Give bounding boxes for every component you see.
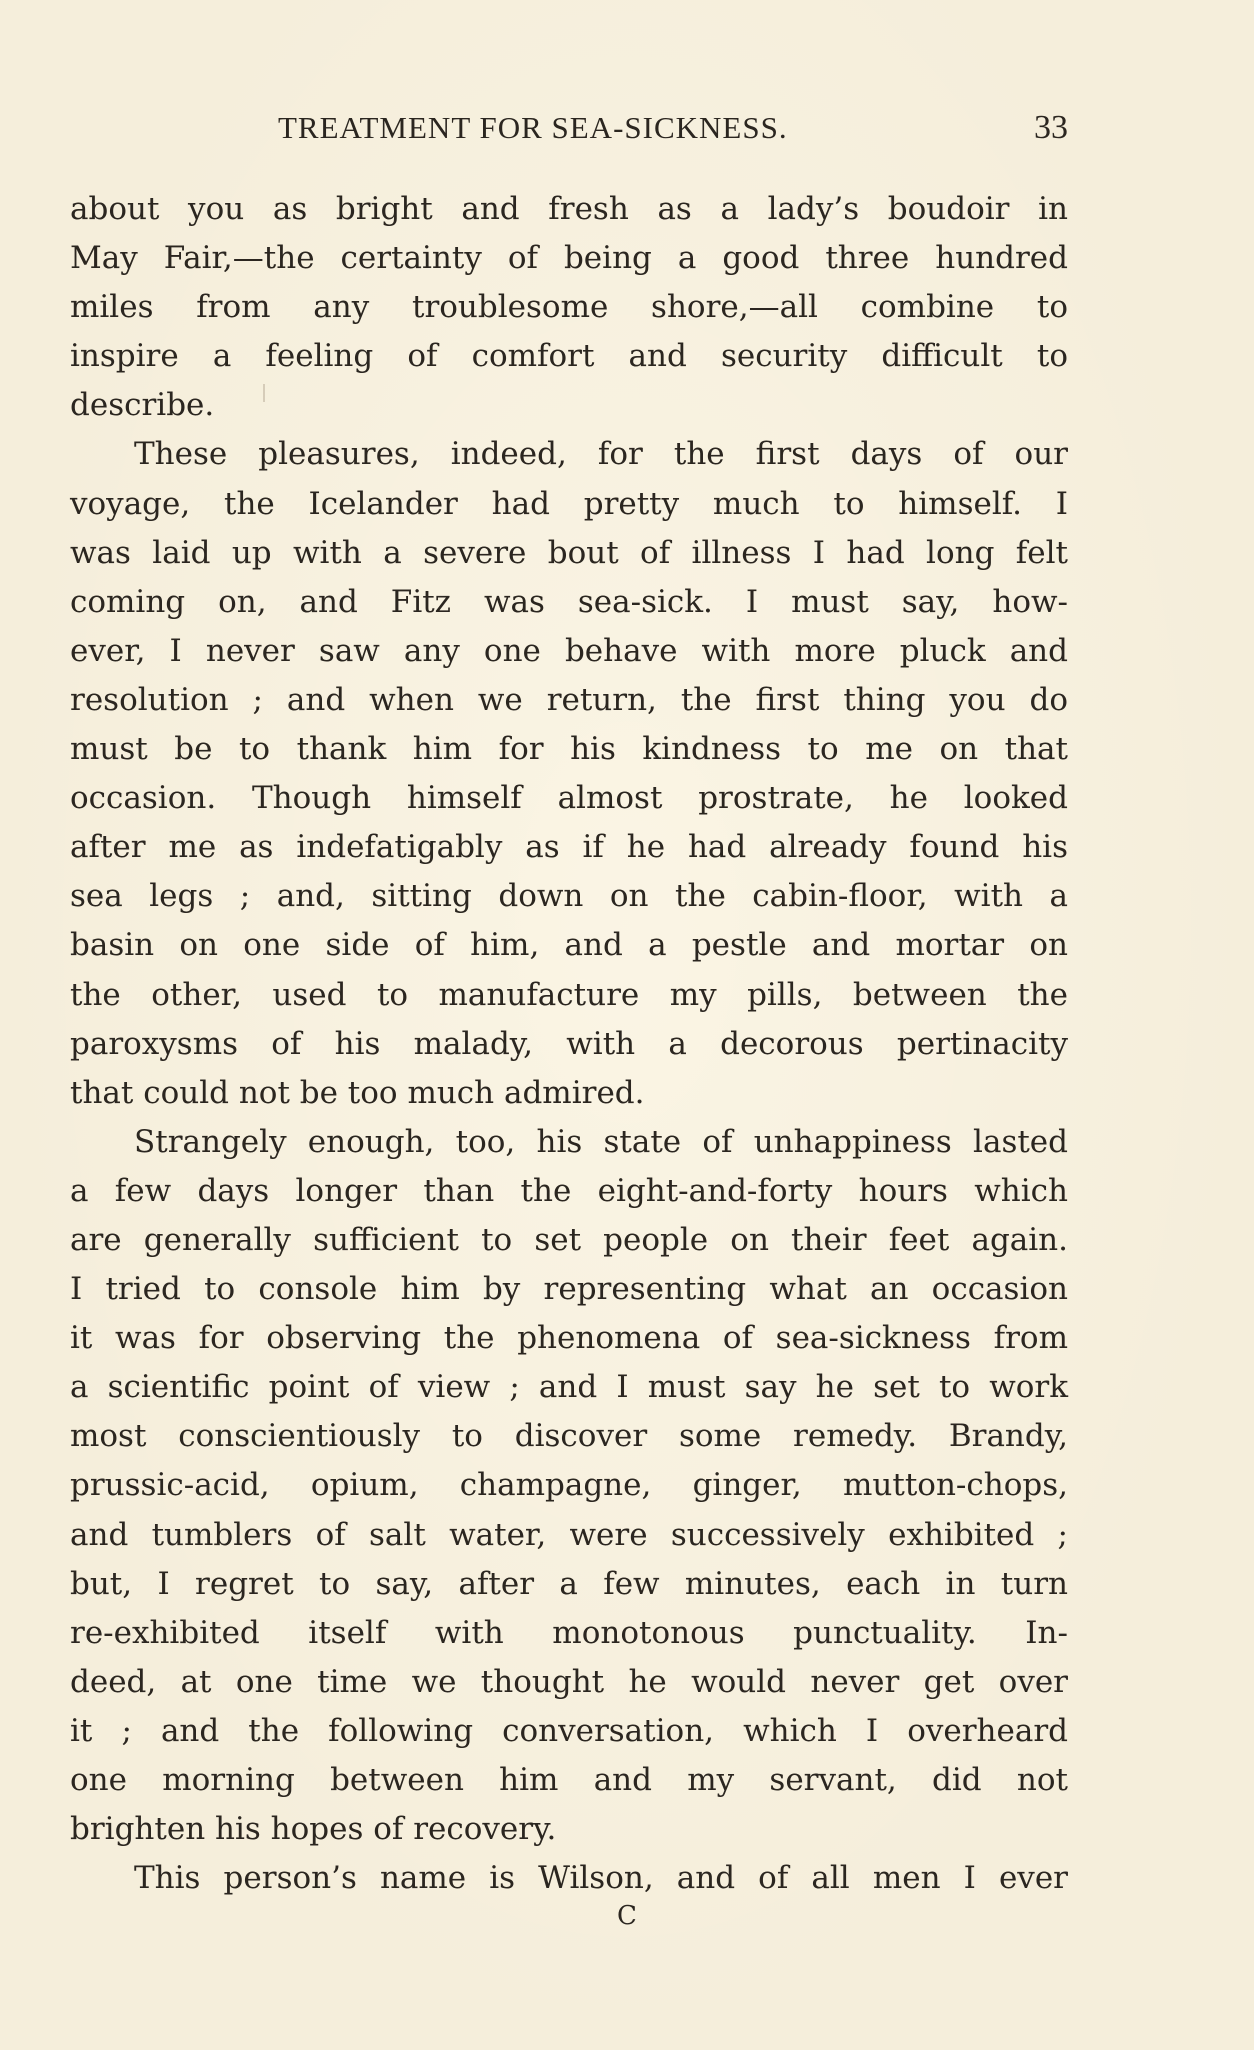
text-line: but, I regret to say, after a few minutes, each in turn bbox=[70, 1565, 1068, 1602]
text-line: miles from any troublesome shore,—all combine to bbox=[70, 289, 1068, 326]
page-title: TREATMENT FOR SEA-SICKNESS. bbox=[278, 110, 788, 145]
text-line: describe. bbox=[70, 387, 215, 424]
text-line: paroxysms of his malady, with a decorous pertinacity bbox=[70, 1025, 1068, 1062]
text-line: sea legs ; and, sitting down on the cabin-floor, with a bbox=[70, 878, 1068, 915]
text-line: re-exhibited itself with monotonous punctuality. In- bbox=[70, 1614, 1068, 1651]
text-line: resolution ; and when we return, the first thing you do bbox=[70, 681, 1068, 718]
text-line: the other, used to manufacture my pills, between the bbox=[70, 976, 1068, 1013]
text-line: prussic-acid, opium, champagne, ginger, mutton-chops, bbox=[70, 1467, 1068, 1504]
running-head bbox=[278, 108, 1068, 148]
text-line: must be to thank him for his kindness to me on that bbox=[70, 731, 1068, 768]
text-line: a scientific point of view ; and I must say he set to work bbox=[70, 1369, 1068, 1406]
text-line: most conscientiously to discover some remedy. Brandy, bbox=[70, 1418, 1068, 1455]
text-line: and tumblers of salt water, were successively exhibited ; bbox=[70, 1516, 1068, 1553]
text-line: inspire a feeling of comfort and security difficult to bbox=[70, 338, 1068, 375]
text-line: after me as indefatigably as if he had already found his bbox=[70, 829, 1068, 866]
text-line: about you as bright and fresh as a lady’s boudoir in bbox=[70, 191, 1068, 227]
text-line: ever, I never saw any one behave with more pluck and bbox=[70, 632, 1068, 669]
text-line: was laid up with a severe bout of illness I had long felt bbox=[70, 534, 1068, 571]
text-line: voyage, the Icelander had pretty much to himself. I bbox=[70, 485, 1068, 522]
text-line: it was for observing the phenomena of sea-sickness from bbox=[70, 1320, 1068, 1357]
text-line: are generally sufficient to set people on their feet again. bbox=[70, 1221, 1068, 1258]
text-line: coming on, and Fitz was sea-sick. I must say, how- bbox=[70, 583, 1068, 620]
text-line: Strangely enough, too, his state of unhappiness lasted bbox=[134, 1123, 1068, 1160]
text-line: These pleasures, indeed, for the first days of our bbox=[134, 436, 1068, 473]
text-line: brighten his hopes of recovery. bbox=[70, 1811, 557, 1848]
text-line: one morning between him and my servant, did not bbox=[70, 1762, 1068, 1798]
text-line: deed, at one time we thought he would never get over bbox=[70, 1663, 1068, 1700]
signature-mark: C bbox=[617, 1901, 637, 1931]
text-line: I tried to console him by representing what an occasion bbox=[70, 1271, 1068, 1308]
text-line: occasion. Though himself almost prostrate, he looked bbox=[70, 780, 1068, 817]
text-line: This person’s name is Wilson, and of all men I ever bbox=[134, 1860, 1068, 1897]
text-line: that could not be too much admired. bbox=[70, 1074, 645, 1111]
text-line: a few days longer than the eight-and-forty hours which bbox=[70, 1172, 1068, 1209]
body-text bbox=[70, 185, 1068, 1903]
text-line: May Fair,—the certainty of being a good three hundred bbox=[70, 240, 1068, 277]
text-line: basin on one side of him, and a pestle and mortar on bbox=[70, 927, 1068, 964]
page-number: 33 bbox=[1034, 109, 1068, 146]
text-line: it ; and the following conversation, which I overheard bbox=[70, 1712, 1068, 1749]
